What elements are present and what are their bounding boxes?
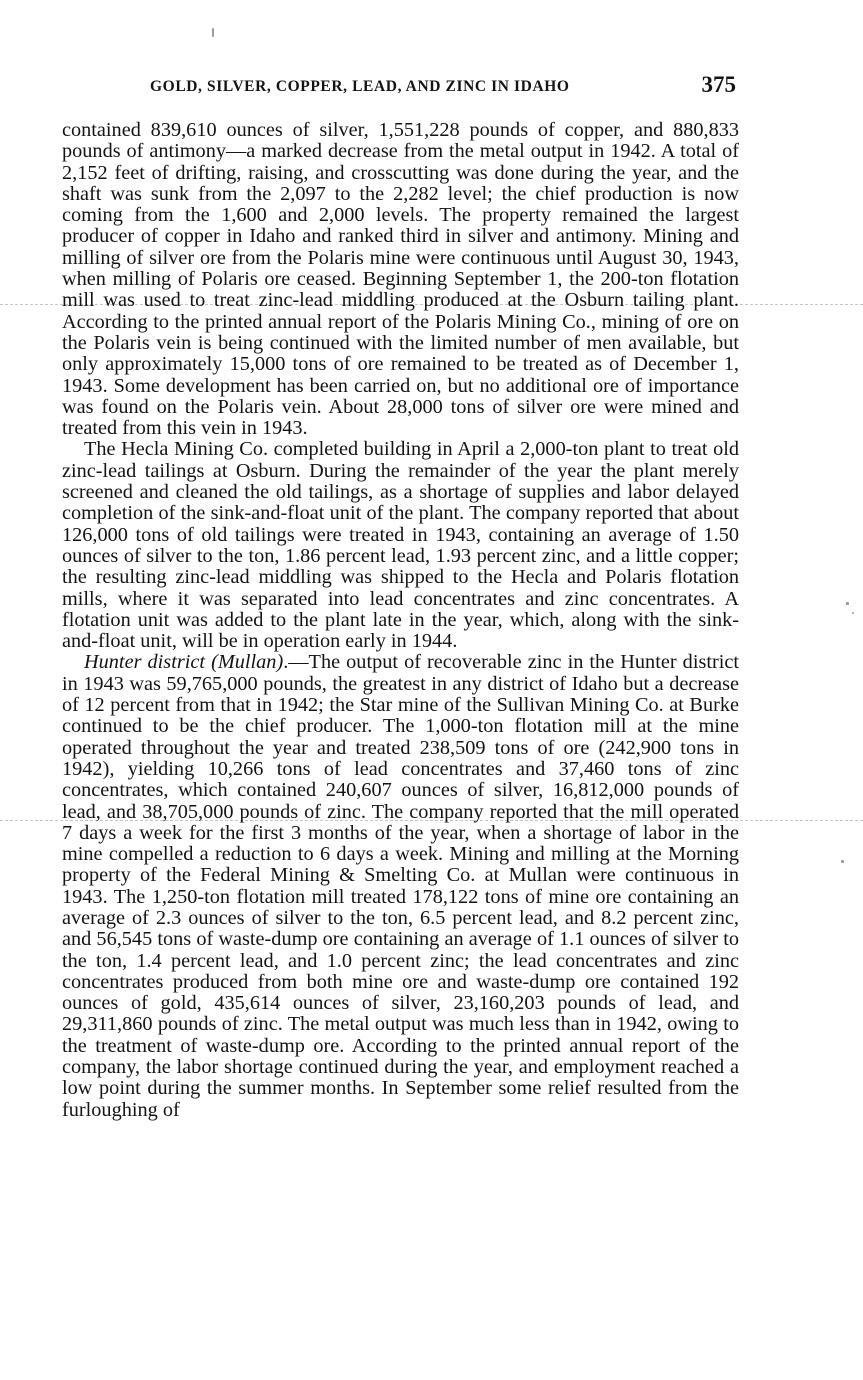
paragraph-continued: contained 839,610 ounces of silver, 1,551,228 pounds of copper, and 880,833 pounds of antimony—a marked decrease from the metal output in 1942. A total of 2,152 feet of drifting, raising, and crosscutting was done during the year, and the shaft was sunk from the 2,097 to the 2,282 level; the chief production is now coming from the 1,600 and 2,000 levels. The property remained the largest producer of copper in Idaho and ranked third in silver and antimony. Mining and milling of silver ore from the Polaris mine were continuous until August 30, 1943, when milling of Polaris ore ceased. Beginning September 1, the 200-ton flotation mill was used to treat zinc-lead middling produced at the Osburn tailing plant. According to the printed annual report of the Polaris Mining Co., mining of ore on the Polaris vein is being continued with the limited number of men available, but only approximately 15,000 tons of ore remained to be treated as of December 1, 1943. Some development has been carried on, but no additional ore of importance was found on the Polaris vein. About 28,000 tons of silver ore were mined and treated from this vein in 1943. xyxy=(62,119,739,440)
running-header xyxy=(62,72,738,102)
paragraph-text: .—The output of recoverable zinc in the Hunter district in 1943 was 59,765,000 pounds, the greatest in any district of Idaho but a decrease of 12 percent from that in 1942; the Star mine of the Sullivan Mining Co. at Burke continued to be the chief producer. The 1,000-ton flotation mill at the mine operated throughout the year and treated 238,509 tons of ore (242,900 tons in 1942), yielding 10,266 tons of lead concentrates and 37,460 tons of zinc concentrates, which contained 240,607 ounces of silver, 16,812,000 pounds of lead, and 38,705,000 pounds of zinc. The company reported that the mill operated 7 days a week for the first 3 months of the year, when a shortage of labor in the mine compelled a reduction to 6 days a week. Mining and milling at the Morning property of the Federal Mining & Smelting Co. at Mullan were continuous in 1943. The 1,250-ton flotation mill treated 178,122 tons of mine ore containing an average of 2.3 ounces of silver to the ton, 6.5 percent lead, and 8.2 percent zinc, and 56,545 tons of waste-dump ore containing an average of 1.1 ounces of silver to the ton, 1.4 percent lead, and 1.0 percent zinc; the lead concentrates and zinc concentrates produced from both mine ore and waste-dump ore contained 192 ounces of gold, 435,614 ounces of silver, 23,160,203 pounds of lead, and 29,311,860 pounds of zinc. The metal output was much less than in 1942, owing to the treatment of waste-dump ore. According to the printed annual report of the company, the labor shortage continued during the year, and employment reached a low point during the summer months. In September some relief resulted from the furloughing of xyxy=(62,651,740,1121)
scan-speck xyxy=(852,612,854,614)
scan-speck xyxy=(841,860,844,863)
district-locality: (Mullan) xyxy=(211,651,284,674)
scan-speck xyxy=(212,28,214,37)
body-text xyxy=(62,120,739,1121)
paragraph-hecla: The Hecla Mining Co. completed building in April a 2,000-ton plant to treat old zinc-lead tailings at Osburn. During the remainder of the year the plant merely screened and cleaned the old tailings, as a shortage of supplies and labor delayed completion of the sink-and-float unit of the plant. The company reported that about 126,000 tons of old tailings were treated in 1943, containing an average of 1.50 ounces of silver to the ton, 1.86 percent lead, 1.93 percent zinc, and a little copper; the resulting zinc-lead middling was shipped to the Hecla and Polaris flotation mills, where it was separated into lead concentrates and zinc concentrates. A flotation unit was added to the plant late in the year, which, along with the sink-and-float unit, will be in operation early in 1944. xyxy=(62,438,739,653)
scan-speck xyxy=(846,602,849,605)
running-title: GOLD, SILVER, COPPER, LEAD, AND ZINC IN IDAHO xyxy=(150,78,570,95)
district-heading: Hunter district xyxy=(84,651,206,674)
page-number: 375 xyxy=(701,72,736,97)
paragraph-hunter-district xyxy=(62,652,739,1121)
